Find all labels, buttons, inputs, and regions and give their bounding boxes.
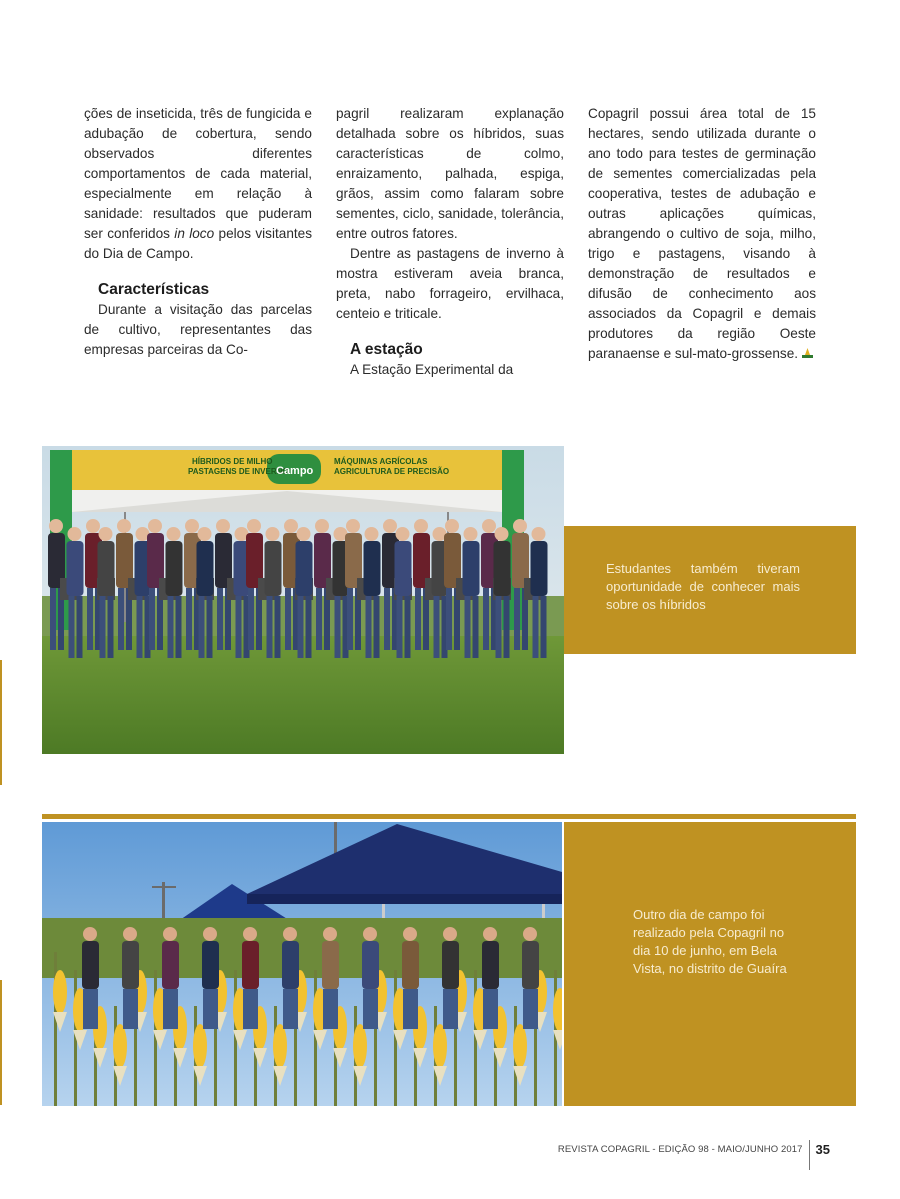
banner-right-line-1: MÁQUINAS AGRÍCOLAS (334, 457, 428, 466)
person-figure (362, 927, 379, 1029)
person-figure (202, 927, 219, 1029)
photo-corn-field-tents (42, 822, 562, 1106)
person-figure (482, 927, 499, 1029)
person-figure (522, 927, 539, 1029)
page-number: 35 (815, 1141, 830, 1157)
footer-separator (809, 1140, 810, 1170)
person-figure (162, 927, 179, 1029)
photo-students-illustration (42, 446, 564, 754)
footer-publication-label: REVISTA COPAGRIL - EDIÇÃO 98 - MAIO/JUNHO 2017 (557, 1143, 803, 1155)
section-heading: Características (98, 281, 210, 298)
section-heading: A estação (350, 341, 423, 358)
photo-corn-field-illustration (42, 822, 562, 1106)
divider-rule (42, 814, 856, 819)
person-figure (402, 927, 419, 1029)
banner-logo-text: Campo (276, 465, 314, 477)
person-figure (442, 927, 459, 1029)
person-figure (82, 927, 99, 1029)
paragraph: Durante a visitação das parcelas de cultivo, representantes das empresas parceiras da Co- (84, 302, 312, 357)
banner-right-line-2: AGRICULTURA DE PRECISÃO (334, 467, 450, 476)
article-column-1 (84, 104, 312, 360)
caption-corn-field: Outro dia de campo foi realizado pela Copagril no dia 10 de junho, em Bela Vista, no distrito de Guaíra (633, 907, 787, 976)
page-footer (558, 1140, 830, 1158)
paragraph: pagril realizaram explanação detalhada sobre os híbridos, suas características de colmo, enraizamento, palhada, espiga, grãos, assim como falaram sobre sementes, ciclo, sanidade, tolerância, entre outros fatores. (336, 106, 564, 241)
article-column-2 (336, 104, 564, 380)
person-figure (322, 927, 339, 1029)
person-figure (242, 927, 259, 1029)
person-figure (122, 927, 139, 1029)
photo-students-at-tent (42, 446, 564, 754)
caption-students: Estudantes também tiveram oportunidade de conhecer mais sobre os híbridos (606, 561, 800, 612)
edge-tab-decoration (0, 980, 2, 1105)
copagril-end-mark-icon (801, 347, 814, 359)
banner-left-line-2: PASTAGENS DE INVERNO (188, 467, 289, 476)
article-column-3 (588, 104, 816, 364)
paragraph: A Estação Experimental da (350, 362, 514, 377)
banner-left-line-1: HÍBRIDOS DE MILHO (192, 457, 273, 466)
person-figure (282, 927, 299, 1029)
paragraph: Dentre as pastagens de inverno à mostra estiveram aveia branca, preta, nabo forrageiro, ervilhaca, centeio e triticale. (336, 246, 564, 321)
edge-tab-decoration (0, 660, 2, 785)
paragraph: ções de inseticida, três de fungicida e adubação de cobertura, sendo observados diferentes comportamentos de cada material, especialmente em relação à sanidade: resultados que puderam ser conferidos in loco pelos visitantes do Dia de Campo. (84, 106, 313, 261)
emphasis-text: in loco (174, 226, 215, 241)
paragraph: Copagril possui área total de 15 hectares, sendo utilizada durante o ano todo para testes de germinação de sementes comercializadas pela cooperativa, testes de adubação e outras aplicações químicas, abrangendo o cultivo de soja, milho, trigo e pastagens, visando à demonstração de resultados e difusão de conhecimento aos associados da Copagril e demais produtores da região Oeste paranaense e sul-mato-grossense. (588, 106, 816, 361)
